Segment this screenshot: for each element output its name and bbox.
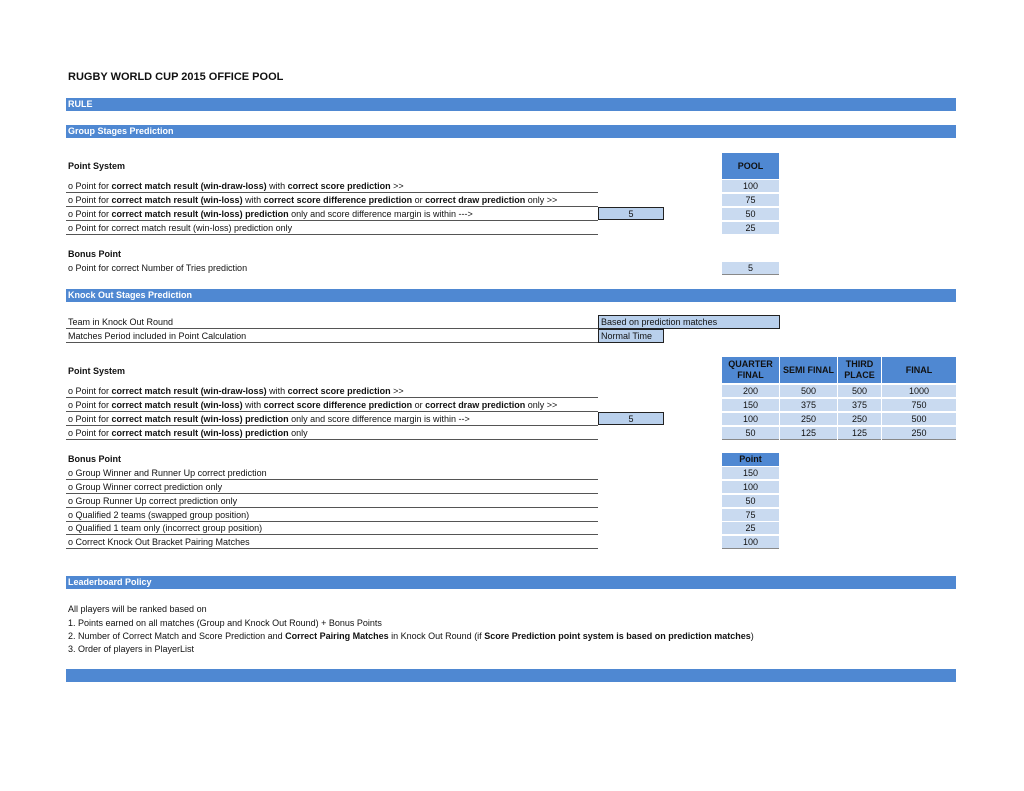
group-row-2: o Point for correct match result (win-loss) with correct score difference prediction or correct draw prediction only >> [66, 194, 598, 207]
ko-value: 125 [838, 427, 881, 440]
leaderboard-line-3: 3. Order of players in PlayerList [68, 644, 195, 654]
ko-bonus-row: o Qualified 2 teams (swapped group position) [66, 509, 598, 522]
ko-bonus-row: o Qualified 1 team only (incorrect group position) [66, 522, 598, 535]
pool-value: 25 [722, 222, 779, 235]
ko-value: 100 [722, 413, 779, 426]
ko-bonus-value: 25 [722, 522, 779, 535]
ko-value: 250 [838, 413, 881, 426]
ko-value: 500 [780, 385, 837, 398]
ko-value: 375 [780, 399, 837, 412]
section-knockout: Knock Out Stages Prediction [66, 289, 956, 302]
ko-bonus-label: Bonus Point [68, 454, 121, 464]
ko-value: 750 [882, 399, 956, 412]
group-bonus-row: o Point for correct Number of Tries prediction [68, 263, 248, 273]
ko-value: 200 [722, 385, 779, 398]
ko-period-label: Matches Period included in Point Calculation [66, 330, 598, 343]
ko-bonus-value: 150 [722, 467, 779, 480]
ko-header-third-place: THIRD PLACE [838, 357, 881, 383]
ko-bonus-row: o Group Winner and Runner Up correct prediction [66, 467, 598, 480]
ko-header-final: FINAL [882, 357, 956, 383]
pool-value: 50 [722, 208, 779, 221]
ko-header-semi-final: SEMI FINAL [780, 357, 837, 383]
ko-bonus-value: 100 [722, 536, 779, 549]
ko-value: 125 [780, 427, 837, 440]
ko-bonus-value: 100 [722, 481, 779, 494]
ko-bonus-point-header: Point [722, 453, 779, 466]
group-margin-input[interactable]: 5 [598, 207, 664, 220]
section-rule: RULE [66, 98, 956, 111]
section-group-stages: Group Stages Prediction [66, 125, 956, 138]
ko-bonus-value: 50 [722, 495, 779, 508]
ko-value: 250 [882, 427, 956, 440]
ko-row-2: o Point for correct match result (win-loss) with correct score difference prediction or correct draw prediction only >> [66, 399, 598, 412]
ko-value: 1000 [882, 385, 956, 398]
group-row-4: o Point for correct match result (win-loss) prediction only [66, 222, 598, 235]
ko-bonus-row: o Group Runner Up correct prediction only [66, 495, 598, 508]
ko-value: 150 [722, 399, 779, 412]
pool-value: 75 [722, 194, 779, 207]
ko-value: 375 [838, 399, 881, 412]
page-title: RUGBY WORLD CUP 2015 OFFICE POOL [68, 71, 284, 83]
pool-value: 100 [722, 180, 779, 193]
ko-header-quarter-final: QUARTER FINAL [722, 357, 779, 383]
ko-margin-input[interactable]: 5 [598, 412, 664, 425]
group-row-1: o Point for correct match result (win-draw-loss) with correct score prediction >> [66, 180, 598, 193]
ko-bonus-value: 75 [722, 509, 779, 522]
ko-period-select[interactable]: Normal Time [598, 329, 664, 343]
ko-row-4: o Point for correct match result (win-loss) prediction only [66, 427, 598, 440]
footer-bar [66, 669, 956, 682]
leaderboard-line-1: 1. Points earned on all matches (Group and Knock Out Round) + Bonus Points [68, 618, 382, 628]
group-bonus-value: 5 [722, 262, 779, 275]
section-leaderboard: Leaderboard Policy [66, 576, 956, 589]
leaderboard-line-2: 2. Number of Correct Match and Score Prediction and Correct Pairing Matches in Knock Out Round (if Score Prediction point system is based on prediction matches) [68, 631, 754, 641]
ko-row-3: o Point for correct match result (win-loss) prediction only and score difference margin is within --> [66, 413, 598, 426]
ko-value: 50 [722, 427, 779, 440]
ko-point-system-label: Point System [68, 366, 126, 376]
group-bonus-label: Bonus Point [68, 249, 121, 259]
ko-row-1: o Point for correct match result (win-draw-loss) with correct score prediction >> [66, 385, 598, 398]
ko-value: 500 [838, 385, 881, 398]
group-point-system-label: Point System [68, 161, 126, 171]
group-row-3: o Point for correct match result (win-loss) prediction only and score difference margin is within ---> [66, 208, 598, 221]
ko-value: 250 [780, 413, 837, 426]
ko-value: 500 [882, 413, 956, 426]
pool-header: POOL [722, 153, 779, 179]
ko-bonus-row: o Correct Knock Out Bracket Pairing Matches [66, 536, 598, 549]
ko-bonus-row: o Group Winner correct prediction only [66, 481, 598, 494]
leaderboard-intro: All players will be ranked based on [68, 604, 207, 614]
ko-team-label: Team in Knock Out Round [66, 316, 598, 329]
ko-team-select[interactable]: Based on prediction matches [598, 315, 780, 329]
